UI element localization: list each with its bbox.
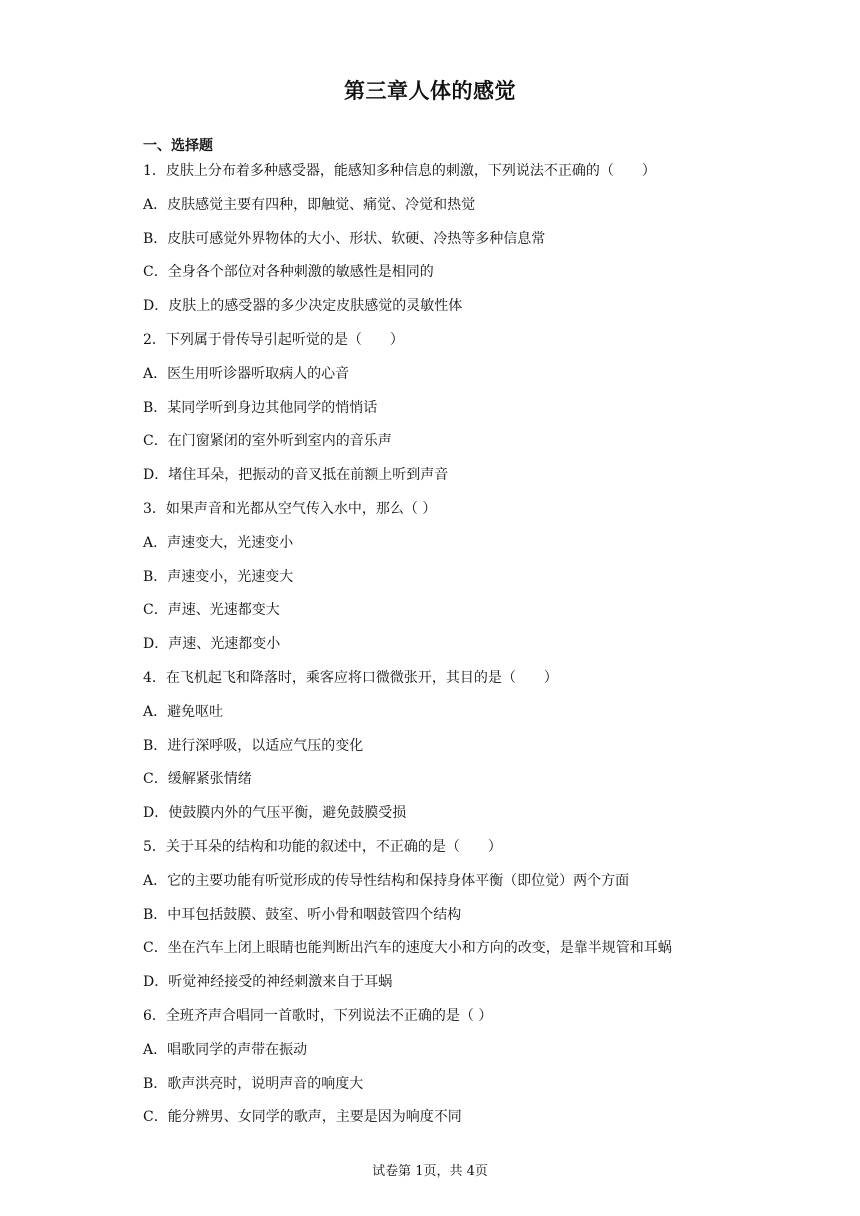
option-d: D．声速、光速都变小: [143, 636, 281, 653]
option-d: D．堵住耳朵，把振动的音叉抵在前额上听到声音: [143, 467, 449, 484]
option-b: B．皮肤可感觉外界物体的大小、形状、软硬、冷热等多种信息常: [143, 230, 546, 247]
question-stem: 5．关于耳朵的结构和功能的叙述中，不正确的是（ ）: [143, 838, 502, 855]
option-c: C．全身各个部位对各种刺激的敏感性是相同的: [143, 264, 434, 281]
option-c: C．声速、光速都变大: [143, 602, 280, 619]
question-stem: 2．下列属于骨传导引起听觉的是（ ）: [143, 331, 404, 348]
page-title: 第三章人体的感觉: [344, 79, 516, 103]
option-c: C．坐在汽车上闭上眼睛也能判断出汽车的速度大小和方向的改变，是靠半规管和耳蜗: [143, 940, 672, 957]
option-a: A．它的主要功能有听觉形成的传导性结构和保持身体平衡（即位觉）两个方面: [143, 872, 630, 889]
option-a: A．声速变大，光速变小: [143, 534, 294, 551]
option-b: B．进行深呼吸，以适应气压的变化: [143, 737, 364, 754]
question-stem: 4．在飞机起飞和降落时，乘客应将口微微张开，其目的是（ ）: [143, 669, 558, 686]
option-d: D．听觉神经接受的神经刺激来自于耳蜗: [143, 974, 393, 991]
option-a: A．皮肤感觉主要有四种，即触觉、痛觉、冷觉和热觉: [143, 196, 476, 213]
option-a: A．医生用听诊器听取病人的心音: [143, 365, 350, 382]
option-c: C．缓解紧张情绪: [143, 771, 252, 788]
option-d: D．使鼓膜内外的气压平衡，避免鼓膜受损: [143, 805, 407, 822]
option-a: A．避免呕吐: [143, 703, 224, 720]
option-c: C．在门窗紧闭的室外听到室内的音乐声: [143, 433, 392, 450]
option-a: A．唱歌同学的声带在振动: [143, 1041, 308, 1058]
option-d: D．皮肤上的感受器的多少决定皮肤感觉的灵敏性体: [143, 298, 463, 315]
section-heading: 一、选择题: [143, 138, 213, 154]
question-list: [143, 159, 783, 1139]
question-stem: 6．全班齐声合唱同一首歌时，下列说法不正确的是（ ）: [143, 1007, 493, 1024]
option-c: C．能分辨男、女同学的歌声，主要是因为响度不同: [143, 1109, 462, 1126]
option-b: B．某同学听到身边其他同学的悄悄话: [143, 399, 378, 416]
option-b: B．歌声洪亮时，说明声音的响度大: [143, 1075, 364, 1092]
option-b: B．声速变小，光速变大: [143, 568, 294, 585]
question-stem: 3．如果声音和光都从空气传入水中，那么（ ）: [143, 500, 437, 517]
page-footer: 试卷第 1页，共 4页: [372, 1164, 488, 1179]
option-b: B．中耳包括鼓膜、鼓室、听小骨和咽鼓管四个结构: [143, 906, 462, 923]
question-stem: 1．皮肤上分布着多种感受器，能感知多种信息的刺激，下列说法不正确的（ ）: [143, 163, 656, 179]
